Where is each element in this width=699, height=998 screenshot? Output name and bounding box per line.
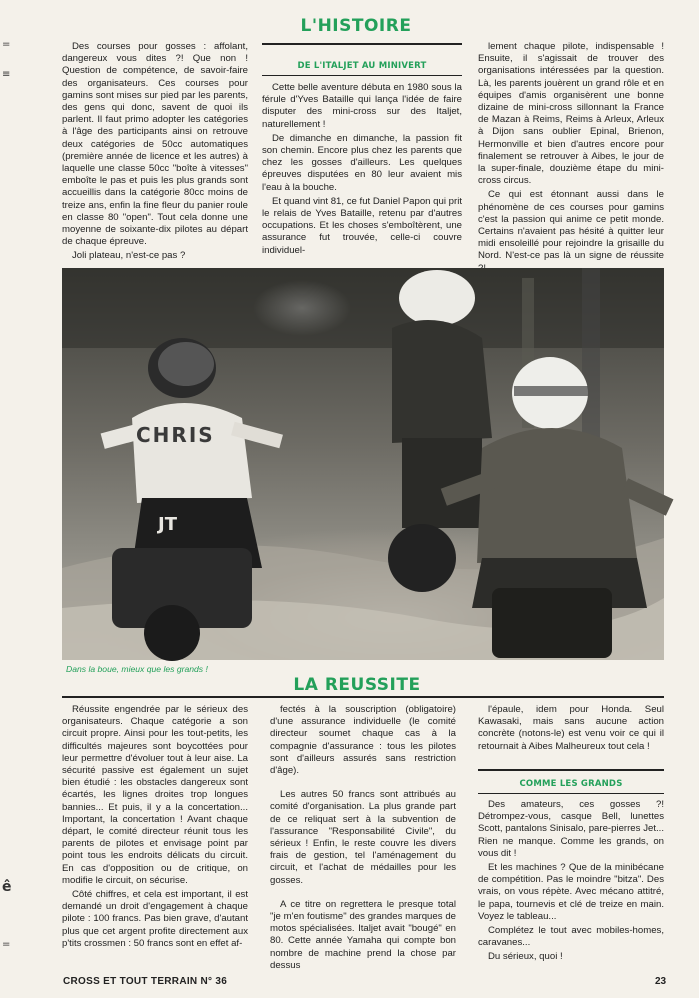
divider xyxy=(262,75,462,76)
article-column-1 xyxy=(62,41,248,263)
subhead-grands: COMME LES GRANDS xyxy=(519,779,623,789)
paragraph: Des courses pour gosses : affolant, dangereux vous dites ?! Que non ! Question de compétence, de savoir-faire des organisateurs. Ces courses pour gamins sont mises sur pied par les parents, des gens qui donc, savent de quoi ils parlent. Il faut primo adopter les catégories à l'âge des participants ainsi on retrouve deux catégories de 50cc automatiques (première année de licence et les autres) à laquelle une classe 50cc "boîte à vitesses" emboîte le pas et puis les plus grands sont accueillis dans la catégorie 80cc moins de treize ans, enfin la fine fleur du panier roule en classe 80 "open". Tout cela donne une moyenne de soixante-dix pilotes au départ de chaque épreuve. xyxy=(62,41,248,248)
divider xyxy=(62,696,664,698)
paragraph: Ce qui est étonnant aussi dans le phénomène de ces courses pour gamins c'est la passion qui anime ce petit monde. Certains n'avaient pas hésité à quitter leur midi ensoleillé pour rejoindre la grisaille du Nord. N'est-ce pas là un signe de réussite xyxy=(478,189,664,262)
rider-name-jersey: CHRIS xyxy=(136,423,215,447)
article-column-7 xyxy=(478,799,664,967)
article-column-5 xyxy=(270,704,456,971)
paragraph: Les autres 50 francs sont attribués au comité d'organisation. La plus grande part de ce reliquat sert à la subvention de l'assurance "Responsabilité Civile", du sérieux ! Enfin, le reste couvre les divers frais de gestion, tel l'aménagement du circuit, et l'achat de médailles pour les gosses. xyxy=(270,789,456,886)
paragraph: Complétez le tout avec mobiles-homes, caravanes... xyxy=(478,925,664,949)
paragraph: Réussite engendrée par le sérieux des organisateurs. Chaque catégorie a son circuit propre. Ainsi pour les tout-petits, les difficultés majeures sont boycottées pour leur permettre d'évoluer tout à leur aise. La sécurité passive est également un sujet bien étudié : les obstacles dangereux sont écartés, les lignes droites trop longues bannies... Et puis, il y a la concertation... Important, la concertation ! Avant chaque départ, le comité directeur réunit tous les parents de pilotes et envisage point par point tous les endroits délicats du circuit. En cas d'opposition ou de critique, on modifie le circuit, on sécurise. xyxy=(62,704,248,886)
margin-mark: = xyxy=(2,39,11,50)
article-column-2 xyxy=(262,82,462,262)
paragraph: Joli plateau, n'est-ce pas ? xyxy=(72,250,186,262)
headline-histoire: L'HISTOIRE xyxy=(300,16,412,36)
divider xyxy=(478,793,664,794)
paragraph: Des amateurs, ces gosses ?! Détrompez-vous, casque Bell, lunettes Scott, pantalons Sinisalo, pare-pierres Jet... Rien ne manque. Comme les grands, on vous dit ! xyxy=(478,799,664,859)
paragraph: l'épaule, idem pour Honda. Seul Kawasaki, mais sans aucune action concrète (notons-le) est venu voir ce qui il retournait à Aibes Malheureux tout cela ! xyxy=(478,704,664,752)
paragraph: Du sérieux, quoi ! xyxy=(488,951,563,963)
paragraph: Côté chiffres, et cela est important, il est demandé un droit d'engagement à chaque pilote : 100 francs. Pas bien grave, d'autant plus que cet argent profite directement aux p'tits crossmen : 50 francs sont en effet af- xyxy=(62,889,248,949)
photo-caption: Dans la boue, mieux que les grands ! xyxy=(66,664,208,674)
page-number: 23 xyxy=(655,976,667,987)
margin-mark: ≡ xyxy=(2,69,11,80)
divider xyxy=(262,43,462,45)
paragraph: A ce titre on regrettera le presque total "je m'en foutisme" des grandes marques de motos spécialisées. Italjet avait "bougé" en 80. Cette année Yamaha qui compte bon nombre de machine prend la chose par dessus xyxy=(270,898,456,971)
paragraph: fectés à la souscription (obligatoire) d'une assurance individuelle (le comité directeur soumet chaque cas à la compagnie d'assurance : tous les pilotes sont d'ailleurs assurés sans restriction d'âge). xyxy=(270,704,456,777)
paragraph: Et les machines ? Que de la minibécane de compétition. Pas le moindre "bitza". Des vrais, on vous répète. Avec mécano attitré, le papa, tournevis et clé de treize en main. Voyez le tableau... xyxy=(478,862,664,922)
paragraph: lement chaque pilote, indispensable ! Ensuite, il s'agissait de trouver des organisations intéressées par la question. Là, les parents jouèrent un grand rôle et en équipes d'amis organisèrent une bonne dizaine de mini-cross sillonnant la France de Mazan à Reims, Reims à Arleux, Arleux à Dijon sans oublier Epinal, Brienon, Hermonville et bien d'autres encore pour finalement se retrouver à Aibes, le jour de la super-finale, douzième étape du mini-cross circus. xyxy=(478,41,664,187)
rider-pants-logo: JT xyxy=(158,514,177,535)
motocross-photo xyxy=(62,268,664,660)
article-column-3 xyxy=(478,41,664,263)
paragraph: Cette belle aventure débuta en 1980 sous la férule d'Yves Bataille qui lança l'idée de faire disputer des mini-cross sur des Italjet, naturellement ! xyxy=(262,82,462,130)
subhead-italjet: DE L'ITALJET AU MINIVERT xyxy=(297,61,427,71)
margin-mark: = xyxy=(2,939,11,950)
paragraph: Et quand vint 81, ce fut Daniel Papon qui prit le relais de Yves Bataille, retenu par d'autres occupations. Et les choses s'emboîtèrent, une assurance fut trouvée, celle-ci couvre individuel- xyxy=(262,195,462,256)
headline-reussite: LA REUSSITE xyxy=(293,675,421,695)
article-column-6 xyxy=(478,704,664,762)
divider xyxy=(478,769,664,771)
paragraph: De dimanche en dimanche, la passion fit son chemin. Encore plus chez les parents que chez les gosses d'ailleurs. Les quelques épreuves disputées en 80 leur avaient mis l'eau à la bouche. xyxy=(262,132,462,193)
footer-magazine: CROSS ET TOUT TERRAIN N° 36 xyxy=(63,976,228,987)
article-column-4 xyxy=(62,704,248,968)
margin-mark: ê xyxy=(2,879,12,895)
